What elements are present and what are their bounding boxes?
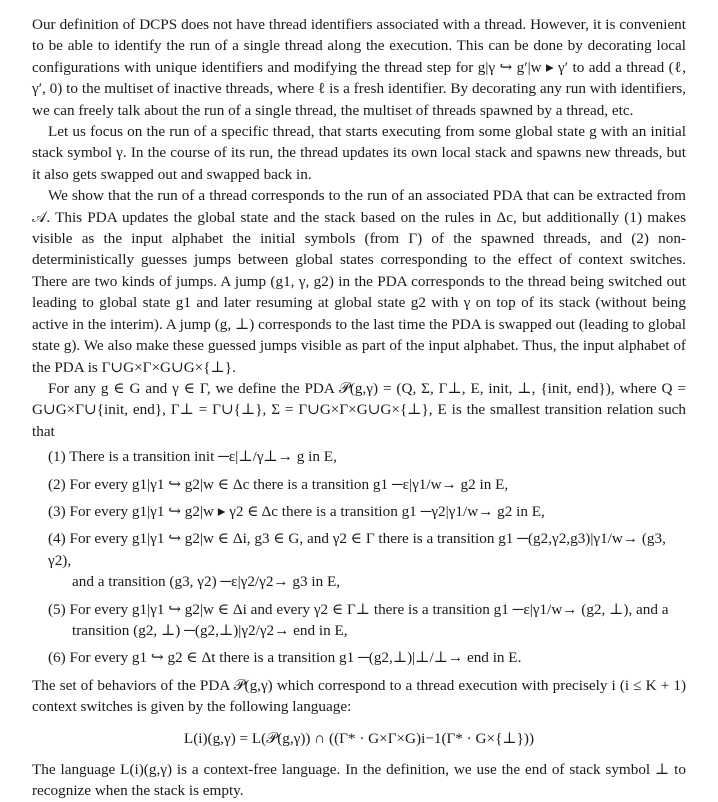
rule-continuation: transition (g2, ⊥) ─(g2,⊥)|γ2/γ2→ end in E, <box>72 621 348 639</box>
rule-number: (4) <box>48 530 66 548</box>
rule-text: For every g1|γ1 ↪ g2|w ▸ γ2 ∈ Δc there is a transition g1 ─γ2|γ1/w→ g2 in E, <box>69 502 545 520</box>
rule-text: There is a transition init ─ε|⊥/γ⊥→ g in E, <box>69 448 337 466</box>
rule-number: (6) <box>48 649 66 667</box>
paragraph-final: The language L(i)(g,γ) is a context-free language. In the definition, we use the end of stack symbol ⊥ to recognize when the stack is empty. <box>32 761 686 800</box>
paragraph-1: Our definition of DCPS does not have thread identifiers associated with a thread. However, it is convenient to be able to identify the run of a single thread along the execution. This can be done by decorating local configurations with unique identifiers and modifying the thread step for g|γ ↪ g′|w ▸ γ′ to add a thread (ℓ, γ′, 0) to the multiset of inactive threads, where ℓ is a fresh identifier. By decorating any run with identifiers, we can freely talk about the run of a single thread, the multiset of threads spawned by a thread, etc. <box>32 16 686 119</box>
paragraph-4: For any g ∈ G and γ ∈ Γ, we define the PDA 𝒫(g,γ) = (Q, Σ, Γ⊥, E, init, ⊥, {init, end}), where Q = G∪G×Γ∪{init, end}, Γ⊥ = Γ∪{⊥}, Σ = Γ∪G×Γ×G∪G×{⊥}, E is the smallest transition relation such that <box>32 379 686 440</box>
rule-number: (1) <box>48 448 66 466</box>
rule-number: (5) <box>48 600 66 618</box>
paragraph-2: Let us focus on the run of a specific thread, that starts executing from some global state g with an initial stack symbol γ. In the course of its run, the thread updates its own local stack and spawns new threads, but it also gets swapped out and swapped back in. <box>32 123 686 183</box>
rule-text: For every g1|γ1 ↪ g2|w ∈ Δi, g3 ∈ G, and γ2 ∈ Γ there is a transition g1 ─(g2,γ2,g3)|γ1/w→ (g3, γ2), <box>48 530 666 569</box>
rule-text: For every g1 ↪ g2 ∈ Δt there is a transition g1 ─(g2,⊥)|⊥/⊥→ end in E. <box>69 649 522 667</box>
transition-rules-list <box>32 446 686 669</box>
paragraph-3: We show that the run of a thread corresponds to the run of an associated PDA that can be extracted from 𝒜. This PDA updates the global state and the stack based on the rules in Δc, but additionally (1) makes visible as the input alphabet the initial symbols (from Γ) of the spawned threads, and (2) non-deterministically guesses jumps between global states corresponding to the effect of context switches. There are two kinds of jumps. A jump (g1, γ, g2) in the PDA corresponds to the thread being switched out leading to global state g1 and later resuming at global state g2 with γ on top of its stack (without being active in the interim). A jump (g, ⊥) corresponds to the last time the PDA is swapped out (leading to global state g). We also make these guessed jumps visible as part of the input alphabet. Thus, the input alphabet of the PDA is Γ∪G×Γ×G∪G×{⊥}. <box>32 187 686 376</box>
rule-item <box>48 528 686 592</box>
paragraph-after-rules: The set of behaviors of the PDA 𝒫(g,γ) which correspond to a thread execution with precisely i (i ≤ K + 1) context switches is given by the following language: <box>32 676 686 716</box>
rule-number: (2) <box>48 475 66 493</box>
rule-text: For every g1|γ1 ↪ g2|w ∈ Δi and every γ2 ∈ Γ⊥ there is a transition g1 ─ε|γ1/w→ (g2, ⊥), and a <box>69 600 669 618</box>
rule-item <box>48 501 686 522</box>
rule-item <box>48 446 686 467</box>
rule-item <box>48 474 686 495</box>
rule-number: (3) <box>48 502 66 520</box>
rule-item <box>48 599 686 642</box>
rule-text: For every g1|γ1 ↪ g2|w ∈ Δc there is a transition g1 ─ε|γ1/w→ g2 in E, <box>69 475 509 493</box>
rule-item <box>48 647 686 668</box>
rule-continuation: and a transition (g3, γ2) ─ε|γ2/γ2→ g3 in E, <box>72 573 341 591</box>
language-formula: L(i)(g,γ) = L(𝒫(g,γ)) ∩ ((Γ* · G×Γ×G)i−1(Γ* · G×{⊥})) <box>183 729 535 747</box>
